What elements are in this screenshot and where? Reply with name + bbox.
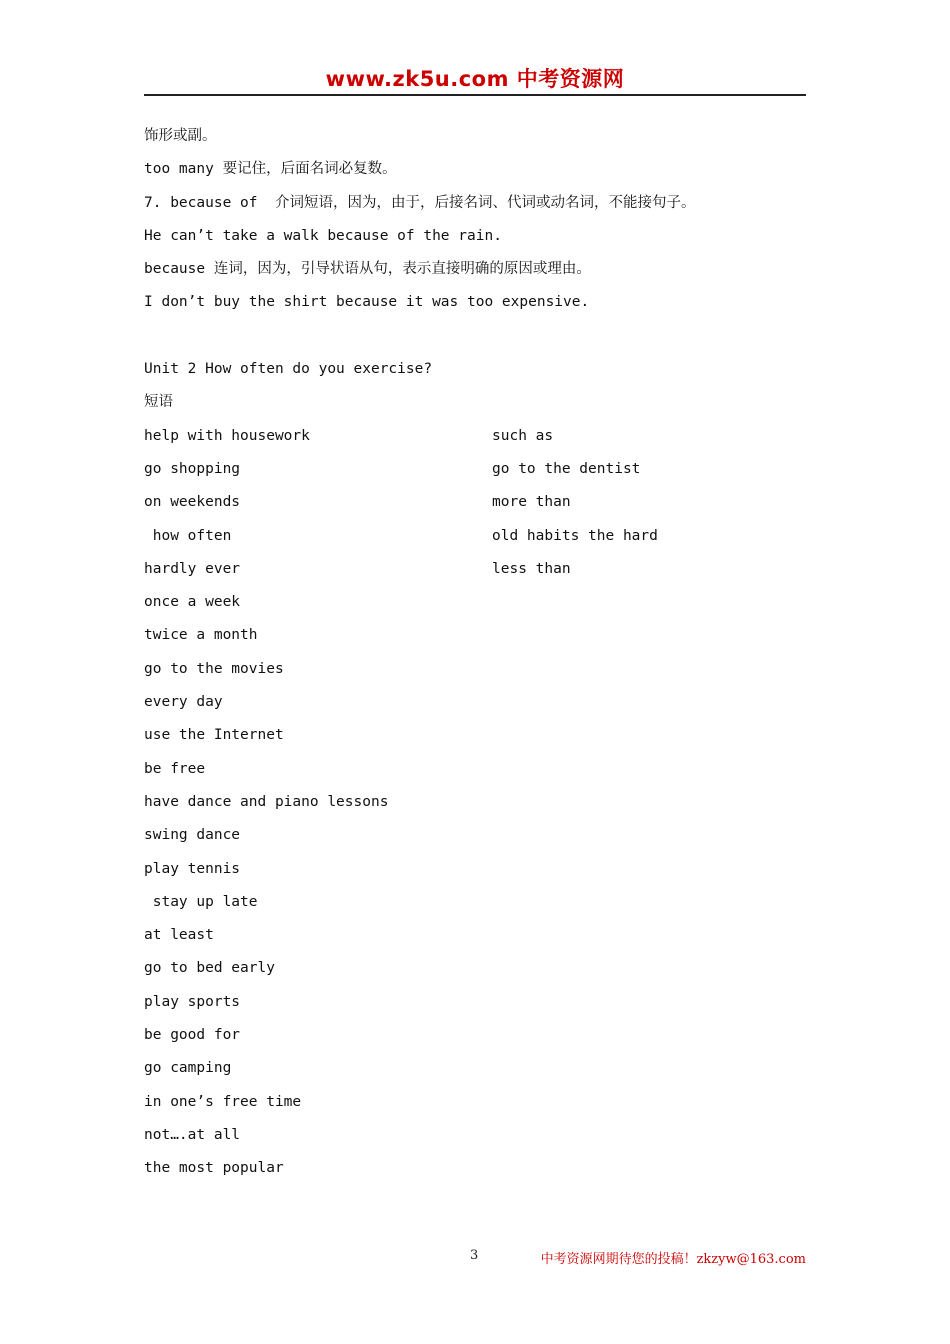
site-title[interactable]: www.zk5u.com 中考资源网 — [325, 67, 625, 91]
phrase-item: play tennis — [144, 860, 241, 877]
phrase-item: go to bed early — [144, 960, 275, 977]
phrase-list-left — [144, 422, 492, 1188]
phrase-item: have dance and piano lessons — [144, 793, 389, 810]
blank-line — [144, 322, 806, 355]
phrase-item: in one’s free time — [144, 1093, 302, 1110]
phrase-item: go to the movies — [144, 660, 284, 677]
note-line: because 连词，因为，引导状语从句，表示直接明确的原因或理由。 — [144, 261, 591, 278]
phrase-item: the most popular — [144, 1160, 284, 1177]
document-body — [144, 122, 806, 1188]
page-number: 3 — [470, 1248, 479, 1263]
phrase-item: be good for — [144, 1027, 241, 1044]
phrase-item: go shopping — [144, 460, 241, 477]
phrase-item: old habits the hard — [492, 527, 658, 544]
phrase-item: play sports — [144, 993, 241, 1010]
note-line: too many 要记住，后面名词必复数。 — [144, 161, 397, 178]
phrase-item: how often — [144, 527, 232, 544]
phrase-item: not….at all — [144, 1126, 241, 1143]
note-line: 饰形或副。 — [144, 128, 217, 144]
phrase-item: stay up late — [144, 893, 258, 910]
phrase-item: hardly ever — [144, 560, 241, 577]
example-sentence: I don’t buy the shirt because it was too expensive. — [144, 294, 590, 311]
phrase-item: go to the dentist — [492, 460, 641, 477]
phrase-item: help with housework — [144, 427, 310, 444]
phrase-item: use the Internet — [144, 727, 284, 744]
footer-note: 中考资源网期待您的投稿！zkzyw@163.com — [540, 1252, 806, 1267]
phrase-item: be free — [144, 760, 206, 777]
phrase-item: at least — [144, 927, 214, 944]
page-header — [144, 64, 806, 96]
example-sentence: He can’t take a walk because of the rain. — [144, 227, 502, 244]
phrase-item: such as — [492, 427, 554, 444]
phrase-item: once a week — [144, 594, 241, 611]
phrase-item: on weekends — [144, 494, 241, 511]
phrase-list-right — [492, 422, 806, 1188]
section-label: 短语 — [144, 394, 173, 411]
phrase-item: swing dance — [144, 827, 241, 844]
phrase-item: go camping — [144, 1060, 232, 1077]
note-line: 7. because of 介词短语，因为，由于，后接名词、代词或动名词，不能接句子。 — [144, 194, 696, 211]
phrase-item: twice a month — [144, 627, 258, 644]
phrase-columns — [144, 422, 806, 1188]
phrase-item: every day — [144, 694, 223, 711]
phrase-item: less than — [492, 560, 571, 577]
phrase-item: more than — [492, 494, 571, 511]
unit-title: Unit 2 How often do you exercise? — [144, 361, 433, 378]
